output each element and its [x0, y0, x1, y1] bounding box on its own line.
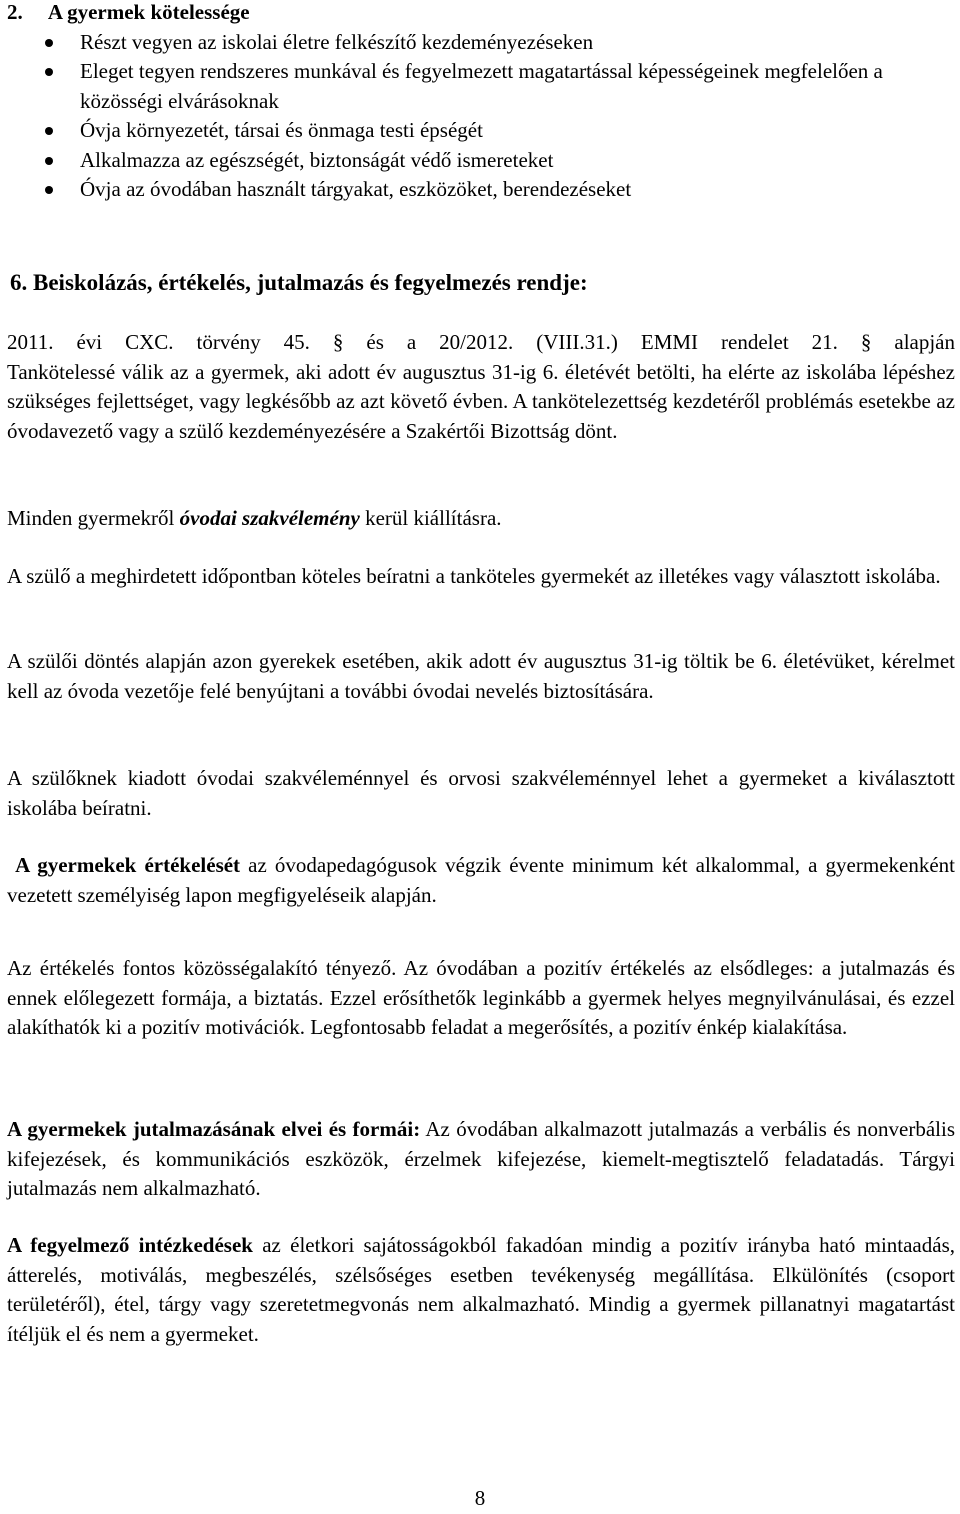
bullet-icon: [45, 186, 53, 194]
opinion-emphasis: óvodai szakvélemény: [179, 506, 360, 530]
evaluation-factor-paragraph: Az értékelés fontos közösségalakító tényező. Az óvodában a pozitív értékelés az elsődleges: a jutalmazás és ennek előlegezett formája, a biztatás. Ezzel erősíthetők leginkább a gyermek helyes megnyilvánulásai, és ezzel alakíthatók ki a pozitív motivációk. Legfontosabb feladat a megerősítés, a pozitív énkép kialakítása.: [7, 956, 955, 1039]
section-6-heading: 6. Beiskolázás, értékelés, jutalmazás és fegyelmezés rendje:: [10, 270, 588, 295]
list-item: Alkalmazza az egészségét, biztonságát védő ismereteket: [7, 146, 955, 176]
obligations-list: [7, 28, 955, 205]
compulsory-schooling-text: Tankötelessé válik az a gyermek, aki adott év augusztus 31-ig 6. életévét betölti, ha elérte az iskolába lépéshez szükséges fejlettséget, vagy legkésőbb az azt követő évben. A tankötelezettség kezdetéről problémás esetekbe az óvodavezető vagy a szülő kezdeményezésére a Szakértői Bizottság dönt.: [7, 359, 955, 443]
law-reference: 2011. évi CXC. törvény 45. § és a 20/2012. (VIII.31.) EMMI rendelet 21. § alapján: [7, 330, 955, 354]
page-number: 8: [474, 1486, 486, 1510]
list-item: Eleget tegyen rendszeres munkával és fegyelmezett magatartással képességeinek megfelelően a közösségi elvárásoknak: [7, 57, 955, 116]
enrollment-paragraph: A szülő a meghirdetett időpontban köteles beíratni a tanköteles gyermekét az illetékes vagy választott iskolába.: [7, 564, 941, 588]
list-item: Óvja az óvodában használt tárgyakat, eszközöket, berendezéseket: [7, 175, 955, 205]
evaluation-paragraph: A gyermekek értékelését az óvodapedagógusok végzik évente minimum két alkalommal, a gyermekenként vezetett személyiség lapon megfigyeléseik alapján.: [7, 853, 956, 907]
bullet-icon: [45, 157, 53, 165]
bullet-icon: [45, 39, 53, 47]
bullet-icon: [45, 68, 53, 76]
law-paragraph: [7, 328, 955, 446]
section-2: [7, 0, 955, 205]
school-selection-paragraph: A szülőknek kiadott óvodai szakvéleménnyel és orvosi szakvéleménnyel lehet a gyermeket a kiválasztott iskolába beíratni.: [7, 766, 955, 820]
discipline-paragraph: A fegyelmező intézkedések az életkori sajátosságokból fakadóan mindig a pozitív irányba ható mintaadás, átterelés, motiválás, megbeszélés, szélsőséges esetben tevékenység megállítása. Elkülönítés (csoport területéről), étel, tárgy vagy szeretetmegvonás nem alkalmazható. Mindig a gyermek pillanatnyi magatartást ítéljük el és nem a gyermeket.: [7, 1233, 955, 1346]
evaluation-bold: A gyermekek értékelését: [15, 853, 241, 877]
rewards-paragraph: A gyermekek jutalmazásának elvei és formái: Az óvodában alkalmazott jutalmazás a verbális és nonverbális kifejezések, és kommunikációs eszközök, érzelmek kifejezése, kiemelt-megtisztelő feladatadás. Tárgyi jutalmazás nem alkalmazható.: [7, 1117, 955, 1200]
rewards-bold: A gyermekek jutalmazásának elvei és formái:: [7, 1117, 421, 1141]
list-item: Óvja környezetét, társai és önmaga testi épségét: [7, 116, 955, 146]
discipline-bold: A fegyelmező intézkedések: [7, 1233, 253, 1257]
section-2-title: 2. A gyermek kötelessége: [7, 0, 250, 24]
parent-decision-paragraph: A szülői döntés alapján azon gyerekek esetében, akik adott év augusztus 31-ig töltik be 6. életévüket, kérelmet kell az óvoda vezetője felé benyújtani a további óvodai nevelés biztosítására.: [7, 649, 955, 703]
bullet-icon: [45, 127, 53, 135]
opinion-paragraph: Minden gyermekről óvodai szakvélemény kerül kiállításra.: [7, 506, 502, 530]
list-item: Részt vegyen az iskolai életre felkészítő kezdeményezéseken: [7, 28, 955, 58]
